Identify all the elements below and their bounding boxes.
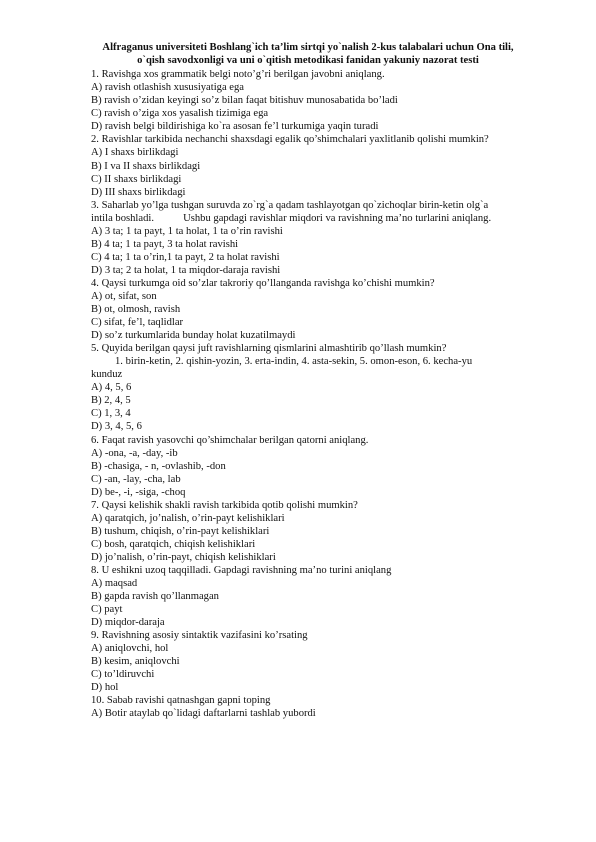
option-b: B) 2, 4, 5	[91, 395, 131, 407]
option-d: D) be-, -i, -siga, -choq	[91, 486, 186, 498]
option-b: B) ot, olmosh, ravish	[91, 304, 181, 316]
question-4	[91, 277, 525, 342]
pairs-list-line-1: 1. birin-ketin, 2. qishin-yozin, 3. erta-indin, 4. asta-sekin, 5. omon-eson, 6. kecha-yu	[115, 356, 473, 368]
option-c: C) 1, 3, 4	[91, 408, 131, 420]
question-5	[91, 342, 525, 433]
question-10	[91, 694, 525, 720]
question-text-line-1: 3. Saharlab yo’lga tushgan suruvda zo`rg`a qadam tashlayotgan qo`zichoqlar birin-ketin olg`a	[91, 199, 489, 211]
page-title	[91, 42, 525, 67]
option-a: A) I shaxs birlikdagi	[91, 147, 179, 159]
option-b: B) -chasiga, - n, -ovlashib, -don	[91, 460, 226, 472]
question-3	[91, 199, 525, 277]
document-content	[91, 42, 525, 721]
question-text: 7. Qaysi kelishik shakli ravish tarkibida qotib qolishi mumkin?	[91, 499, 358, 511]
option-a: A) qaratqich, jo’nalish, o’rin-payt kelishiklari	[91, 512, 285, 524]
question-text: 6. Faqat ravish yasovchi qo’shimchalar berilgan qatorni aniqlang.	[91, 434, 369, 446]
option-a: A) aniqlovchi, hol	[91, 643, 169, 655]
option-a: A) 4, 5, 6	[91, 382, 132, 394]
option-d: D) hol	[91, 682, 119, 694]
question-text: 8. U eshikni uzoq taqqilladi. Gapdagi ravishning ma’no turini aniqlang	[91, 564, 392, 576]
option-d: D) jo’nalish, o’rin-payt, chiqish kelishiklari	[91, 551, 276, 563]
option-d: D) 3, 4, 5, 6	[91, 421, 142, 433]
option-a: A) 3 ta; 1 ta payt, 1 ta holat, 1 ta o’rin ravishi	[91, 225, 283, 237]
question-text: 4. Qaysi turkumga oid so’zlar takroriy qo’llanganda ravishga ko’chishi mumkin?	[91, 277, 435, 289]
option-c: C) ravish o’ziga xos yasalish tizimiga ega	[91, 108, 269, 120]
option-b: B) tushum, chiqish, o’rin-payt kelishiklari	[91, 525, 270, 537]
option-b: B) kesim, aniqlovchi	[91, 656, 180, 668]
option-a: A) Botir ataylab qo`lidagi daftarlarni tashlab yubordi	[91, 708, 316, 720]
pairs-list-line-2: kunduz	[91, 369, 123, 381]
option-d: D) miqdor-daraja	[91, 617, 165, 629]
option-c: C) payt	[91, 604, 123, 616]
option-d: D) III shaxs birlikdagi	[91, 186, 186, 198]
option-b: B) ravish o’zidan keyingi so’z bilan faqat bitishuv munosabatida bo’ladi	[91, 95, 398, 107]
question-9	[91, 629, 525, 694]
question-text: 1. Ravishga xos grammatik belgi noto’g’ri berilgan javobni aniqlang.	[91, 69, 385, 81]
option-d: D) ravish belgi bildirishiga ko`ra asosan fe’l turkumiga yaqin turadi	[91, 121, 379, 133]
option-c: C) 4 ta; 1 ta o’rin,1 ta payt, 2 ta holat ravishi	[91, 251, 280, 263]
option-c: C) sifat, fe’l, taqlidlar	[91, 317, 184, 329]
option-a: A) maqsad	[91, 578, 138, 590]
option-b: B) 4 ta; 1 ta payt, 3 ta holat ravishi	[91, 238, 239, 250]
question-7	[91, 499, 525, 564]
option-c: C) II shaxs birlikdagi	[91, 173, 182, 185]
question-text-line-2: intila boshladi. Ushbu gapdagi ravishlar miqdori va ravishning ma’no turlarini aniqlang.	[91, 212, 492, 224]
option-a: A) -ona, -a, -day, -ib	[91, 447, 178, 459]
question-2	[91, 133, 525, 198]
question-text: 5. Quyida berilgan qaysi juft ravishlarning qismlarini almashtirib qo’llash mumkin?	[91, 343, 447, 355]
option-c: C) -an, -lay, -cha, lab	[91, 473, 181, 485]
option-d: D) so’z turkumlarida bunday holat kuzatilmaydi	[91, 330, 296, 342]
question-text: 2. Ravishlar tarkibida nechanchi shaxsdagi egalik qo’shimchalari yaxlitlanib qolishi mumkin?	[91, 134, 489, 146]
question-text: 10. Sabab ravishi qatnashgan gapni toping	[91, 695, 271, 707]
question-1	[91, 68, 525, 133]
option-a: A) ravish otlashish xususiyatiga ega	[91, 82, 244, 94]
option-b: B) I va II shaxs birlikdagi	[91, 160, 201, 172]
option-b: B) gapda ravish qo’llanmagan	[91, 591, 219, 603]
title-line-1: Alfraganus universiteti Boshlang`ich ta’lim sirtqi yo`nalish 2-kus talabalari uchun Ona tili,	[102, 42, 514, 53]
question-6	[91, 434, 525, 499]
question-text: 9. Ravishning asosiy sintaktik vazifasini ko’rsating	[91, 630, 308, 642]
title-line-2: o`qish savodxonligi va uni o`qitish metodikasi fanidan yakuniy nazorat testi	[137, 54, 479, 66]
option-a: A) ot, sifat, son	[91, 290, 157, 302]
question-8	[91, 564, 525, 629]
option-c: C) to’ldiruvchi	[91, 669, 155, 681]
option-d: D) 3 ta; 2 ta holat, 1 ta miqdor-daraja ravishi	[91, 264, 281, 276]
option-c: C) bosh, qaratqich, chiqish kelishiklari	[91, 538, 256, 550]
